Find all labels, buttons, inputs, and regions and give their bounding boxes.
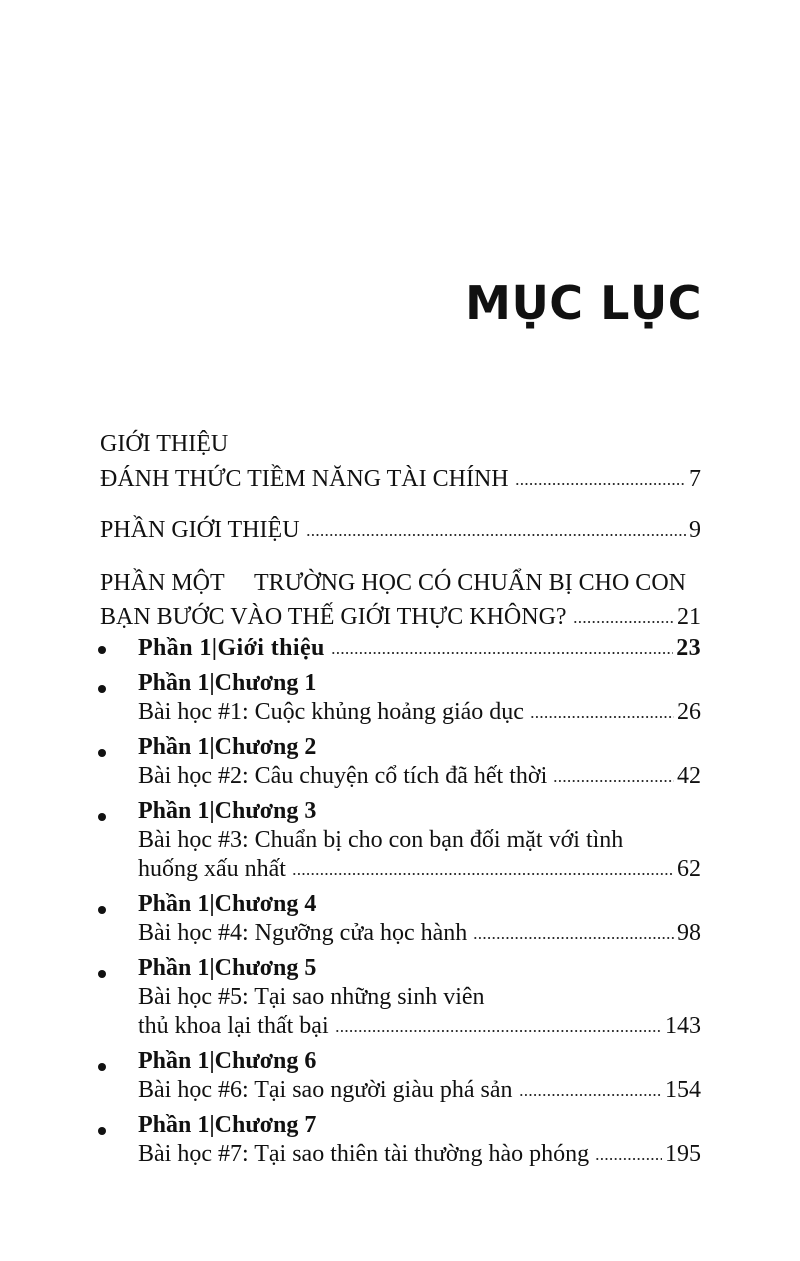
toc-entry-heading: Phần 1|Giới thiệu xyxy=(138,635,325,661)
lesson-title: thủ khoa lại thất bại xyxy=(138,1013,329,1039)
toc-entry-lesson-1[interactable] xyxy=(138,700,701,724)
chapter-heading xyxy=(138,1113,701,1137)
chapter-heading-text: Phần 1|Chương 1 xyxy=(138,670,317,696)
part-label: PHẦN MỘT xyxy=(100,570,225,596)
toc-entry-title: PHẦN GIỚI THIỆU xyxy=(100,517,300,543)
dot-leader xyxy=(553,779,674,783)
part-title-line1: TRƯỜNG HỌC CÓ CHUẨN BỊ CHO CON xyxy=(254,570,686,596)
dot-leader xyxy=(331,651,673,655)
chapter-heading xyxy=(138,671,701,695)
bullet-icon xyxy=(98,646,106,654)
toc-entry-lesson-4[interactable] xyxy=(138,921,701,945)
lesson-title: Bài học #3: Chuẩn bị cho con bạn đối mặt với tình xyxy=(138,827,624,853)
toc-entry-intro[interactable] xyxy=(100,467,701,491)
chapter-heading-text: Phần 1|Chương 2 xyxy=(138,734,317,760)
toc-entry-preface[interactable] xyxy=(100,518,701,542)
toc-entry-title: ĐÁNH THỨC TIỀM NĂNG TÀI CHÍNH xyxy=(100,466,509,492)
intro-heading xyxy=(100,432,701,456)
page-number: 143 xyxy=(665,1013,701,1039)
page-number: 98 xyxy=(677,920,701,946)
bullet-icon xyxy=(98,685,106,693)
page-number: 21 xyxy=(677,604,701,630)
chapter-heading-text: Phần 1|Chương 6 xyxy=(138,1048,317,1074)
lesson-title: Bài học #1: Cuộc khủng hoảng giáo dục xyxy=(138,699,524,725)
page-number: 26 xyxy=(677,699,701,725)
page-number: 195 xyxy=(665,1141,701,1167)
bullet-icon xyxy=(98,813,106,821)
chapter-heading-text: Phần 1|Chương 7 xyxy=(138,1112,317,1138)
chapter-heading-text: Phần 1|Chương 4 xyxy=(138,891,317,917)
page-number: 154 xyxy=(665,1077,701,1103)
lesson-title: Bài học #7: Tại sao thiên tài thường hào phóng xyxy=(138,1141,590,1167)
part-title-line2: BẠN BƯỚC VÀO THẾ GIỚI THỰC KHÔNG? xyxy=(100,604,567,630)
dot-leader xyxy=(515,482,686,486)
bullet-icon xyxy=(98,906,106,914)
page-number: 62 xyxy=(677,856,701,882)
chapter-heading xyxy=(138,892,701,916)
chapter-heading xyxy=(138,1049,701,1073)
dot-leader xyxy=(595,1157,662,1161)
toc-entry-lesson-3[interactable] xyxy=(138,857,701,881)
bullet-icon xyxy=(98,749,106,757)
lesson-title-line1 xyxy=(138,828,701,852)
bullet-icon xyxy=(98,970,106,978)
dot-leader xyxy=(292,872,674,876)
bullet-icon xyxy=(98,1127,106,1135)
toc-entry-lesson-7[interactable] xyxy=(138,1142,701,1166)
lesson-title: Bài học #4: Ngưỡng cửa học hành xyxy=(138,920,468,946)
toc-entry-lesson-6[interactable] xyxy=(138,1078,701,1102)
chapter-heading xyxy=(138,735,701,759)
bullet-icon xyxy=(98,1063,106,1071)
lesson-title: Bài học #5: Tại sao những sinh viên xyxy=(138,984,485,1010)
dot-leader xyxy=(335,1029,662,1033)
toc-entry-lesson-2[interactable] xyxy=(138,764,701,788)
chapter-heading-text: Phần 1|Chương 5 xyxy=(138,955,317,981)
dot-leader xyxy=(306,533,686,537)
toc-entry-part1-intro[interactable] xyxy=(138,636,701,660)
chapter-heading-text: Phần 1|Chương 3 xyxy=(138,798,317,824)
dot-leader xyxy=(473,936,674,940)
toc-entry-lesson-5[interactable] xyxy=(138,1014,701,1038)
lesson-title: Bài học #6: Tại sao người giàu phá sản xyxy=(138,1077,513,1103)
toc-entry-part-one[interactable] xyxy=(100,605,701,629)
chapter-heading xyxy=(138,799,701,823)
page-number: 42 xyxy=(677,763,701,789)
lesson-title-line1 xyxy=(138,985,701,1009)
dot-leader xyxy=(530,715,674,719)
part-one-heading xyxy=(100,571,701,595)
dot-leader xyxy=(573,620,674,624)
page-number: 7 xyxy=(689,466,701,492)
page-title: MỤC LỤC xyxy=(465,276,702,330)
page-number: 23 xyxy=(676,635,701,661)
lesson-title: Bài học #2: Câu chuyện cổ tích đã hết thời xyxy=(138,763,548,789)
page-number: 9 xyxy=(689,517,701,543)
lesson-title: huống xấu nhất xyxy=(138,856,286,882)
dot-leader xyxy=(519,1093,662,1097)
intro-heading-text: GIỚI THIỆU xyxy=(100,431,229,457)
chapter-heading xyxy=(138,956,701,980)
